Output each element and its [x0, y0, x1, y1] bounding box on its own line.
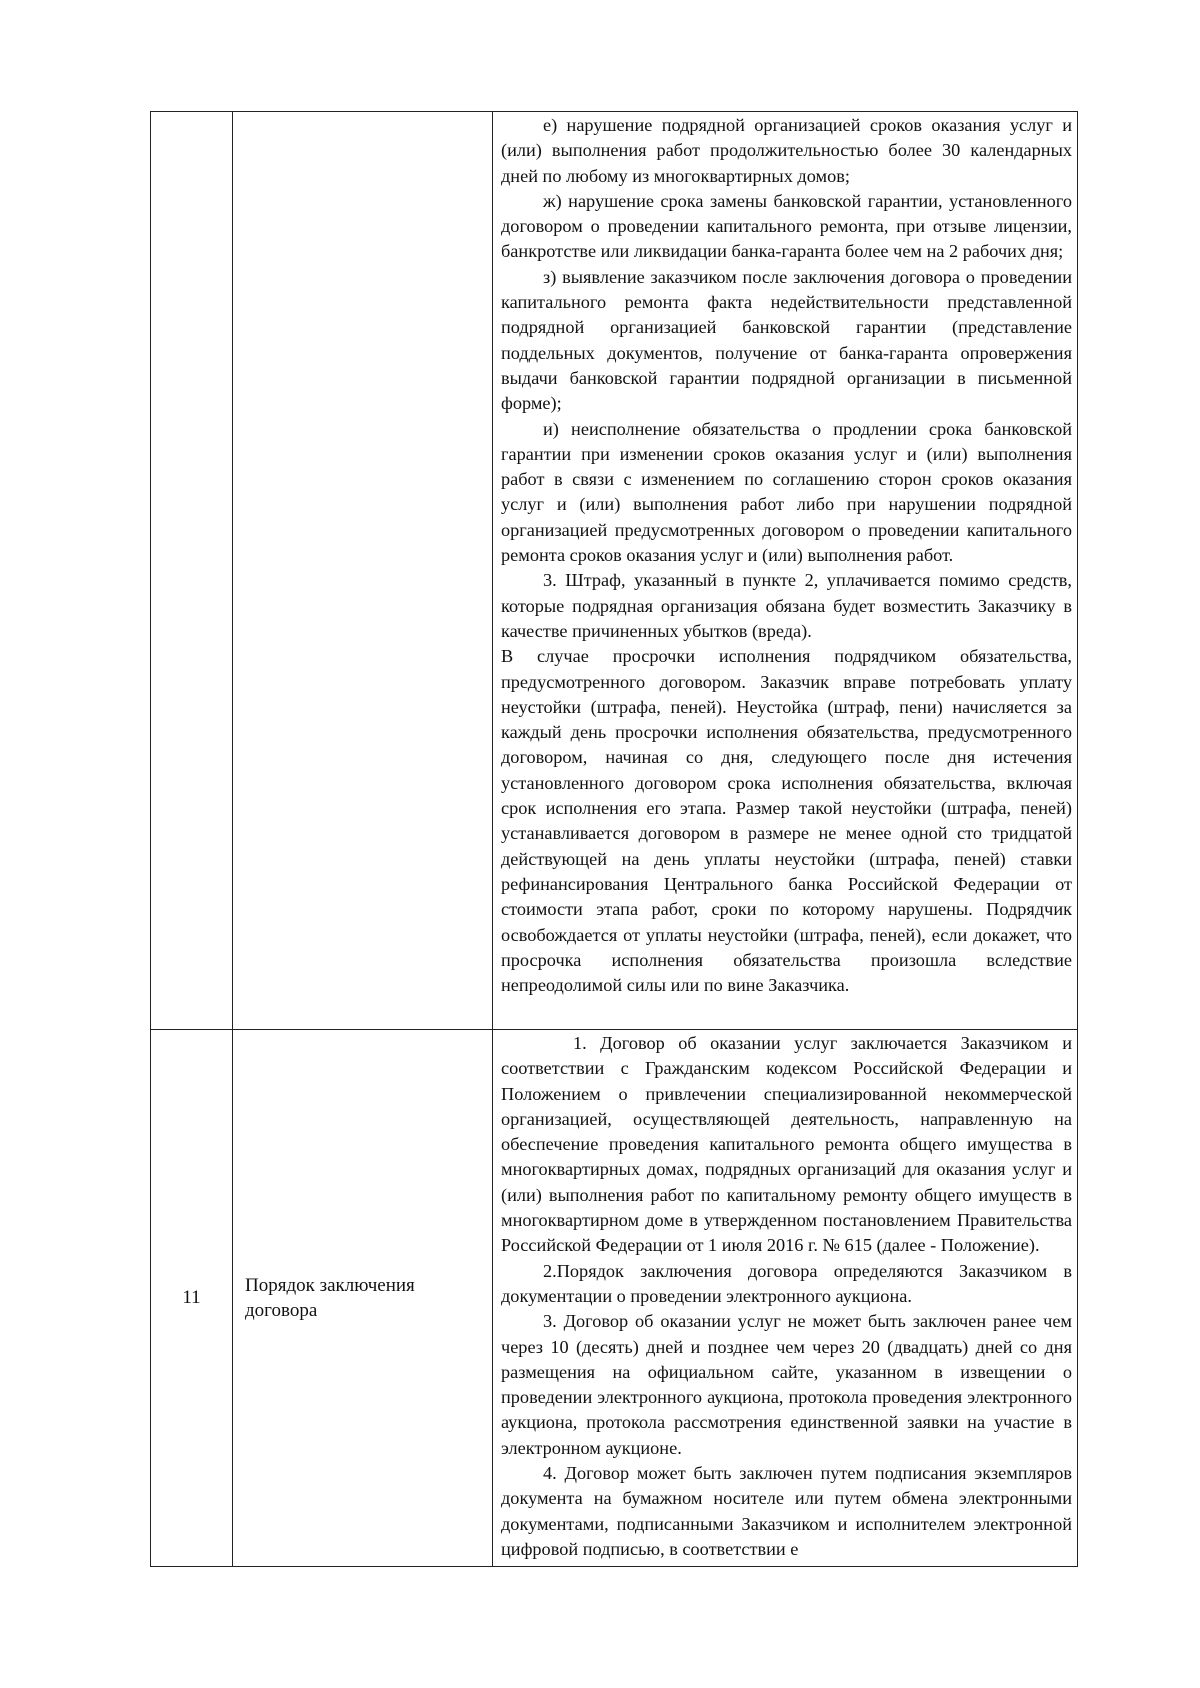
row-number-cell: 11 [151, 1030, 233, 1567]
row-title-cell: Порядок заключения договора [233, 1030, 493, 1567]
requirements-table [150, 111, 1078, 1567]
paragraph: 4. Договор может быть заключен путем подписания экземпляров документа на бумажном носителе или путем обмена электронными документами, подписанными Заказчиком и исполнителем электронной цифровой подписью, в соответствии е [501, 1463, 1072, 1559]
paragraph: 1. Договор об оказании услуг заключается Заказчиком и соответствии с Гражданским кодексом Российской Федерации и Положением о привлечении специализированной некоммерческой организацией, осуществляющей деятельность, направленную на обеспечение проведения капитального ремонта общего имущества в многоквартирных домах, подрядных организаций для оказания услуг и (или) выполнения работ по капитальному ремонту общего имуществ в многоквартирном доме в утвержденном постановлением Правительства Российской Федерации от 1 июля 2016 г. № 615 (далее - Положение). [501, 1033, 1072, 1256]
paragraph: 2.Порядок заключения договора определяются Заказчиком в документации о проведении электронного аукциона. [501, 1260, 1072, 1306]
paragraph: и) неисполнение обязательства о продлении срока банковской гарантии при изменении сроков оказания услуг и (или) выполнения работ в связи с изменением по соглашению сторон сроков оказания услуг и (или) выполнения работ либо при нарушении подрядной организацией предусмотренных договором о проведении капитального ремонта сроков оказания услуг и (или) выполнения работ. [501, 418, 1072, 566]
table-row [151, 112, 1078, 1030]
paragraph: ж) нарушение срока замены банковской гарантии, установленного договором о проведении капитального ремонта, при отзыве лицензии, банкротстве или ликвидации банка-гаранта более чем на 2 рабочих дня; [501, 190, 1072, 262]
row-content-cell [493, 1030, 1078, 1567]
paragraph: 3. Договор об оказании услуг не может быть заключен ранее чем через 10 (десять) дней и позднее чем через 20 (двадцать) дней со дня размещения на официальном сайте, указанном в извещении о проведении электронного аукциона, протокола проведения электронного аукциона, протокола рассмотрения единственной заявки на участие в электронном аукционе. [501, 1311, 1072, 1458]
paragraph: В случае просрочки исполнения подрядчиком обязательства, предусмотренного договором. Заказчик вправе потребовать уплату неустойки (штрафа, пеней). Неустойка (штраф, пени) начисляется за каждый день просрочки исполнения обязательства, предусмотренного договором, начиная со дня, следующего после дня истечения установленного договором срока исполнения обязательства, включая срок исполнения его этапа. Размер такой неустойки (штрафа, пеней) устанавливается договором в размере не менее одной сто тридцатой действующей на день уплаты неустойки (штрафа, пеней) ставки рефинансирования Центрального банка Российской Федерации от стоимости этапа работ, сроки по которому нарушены. Подрядчик освобождается от уплаты неустойки (штрафа, пеней), если докажет, что просрочка исполнения обязательства произошла вследствие непреодолимой силы или по вине Заказчика. [501, 646, 1072, 996]
paragraph: з) выявление заказчиком после заключения договора о проведении капитального ремонта факта недействительности представленной подрядной организацией банковской гарантии (представление поддельных документов, получение от банка-гаранта опровержения выдачи банковской гарантии подрядной организации в письменной форме); [501, 266, 1072, 414]
paragraph: е) нарушение подрядной организацией сроков оказания услуг и (или) выполнения работ продолжительностью более 30 календарных дней по любому из многоквартирных домов; [501, 115, 1072, 186]
row-title-cell [233, 112, 493, 1030]
paragraph: 3. Штраф, указанный в пункте 2, уплачивается помимо средств, которые подрядная организация обязана будет возместить Заказчику в качестве причиненных убытков (вреда). [501, 570, 1072, 641]
row-number-cell [151, 112, 233, 1030]
table-row [151, 1030, 1078, 1567]
row-content-cell [493, 112, 1078, 1030]
